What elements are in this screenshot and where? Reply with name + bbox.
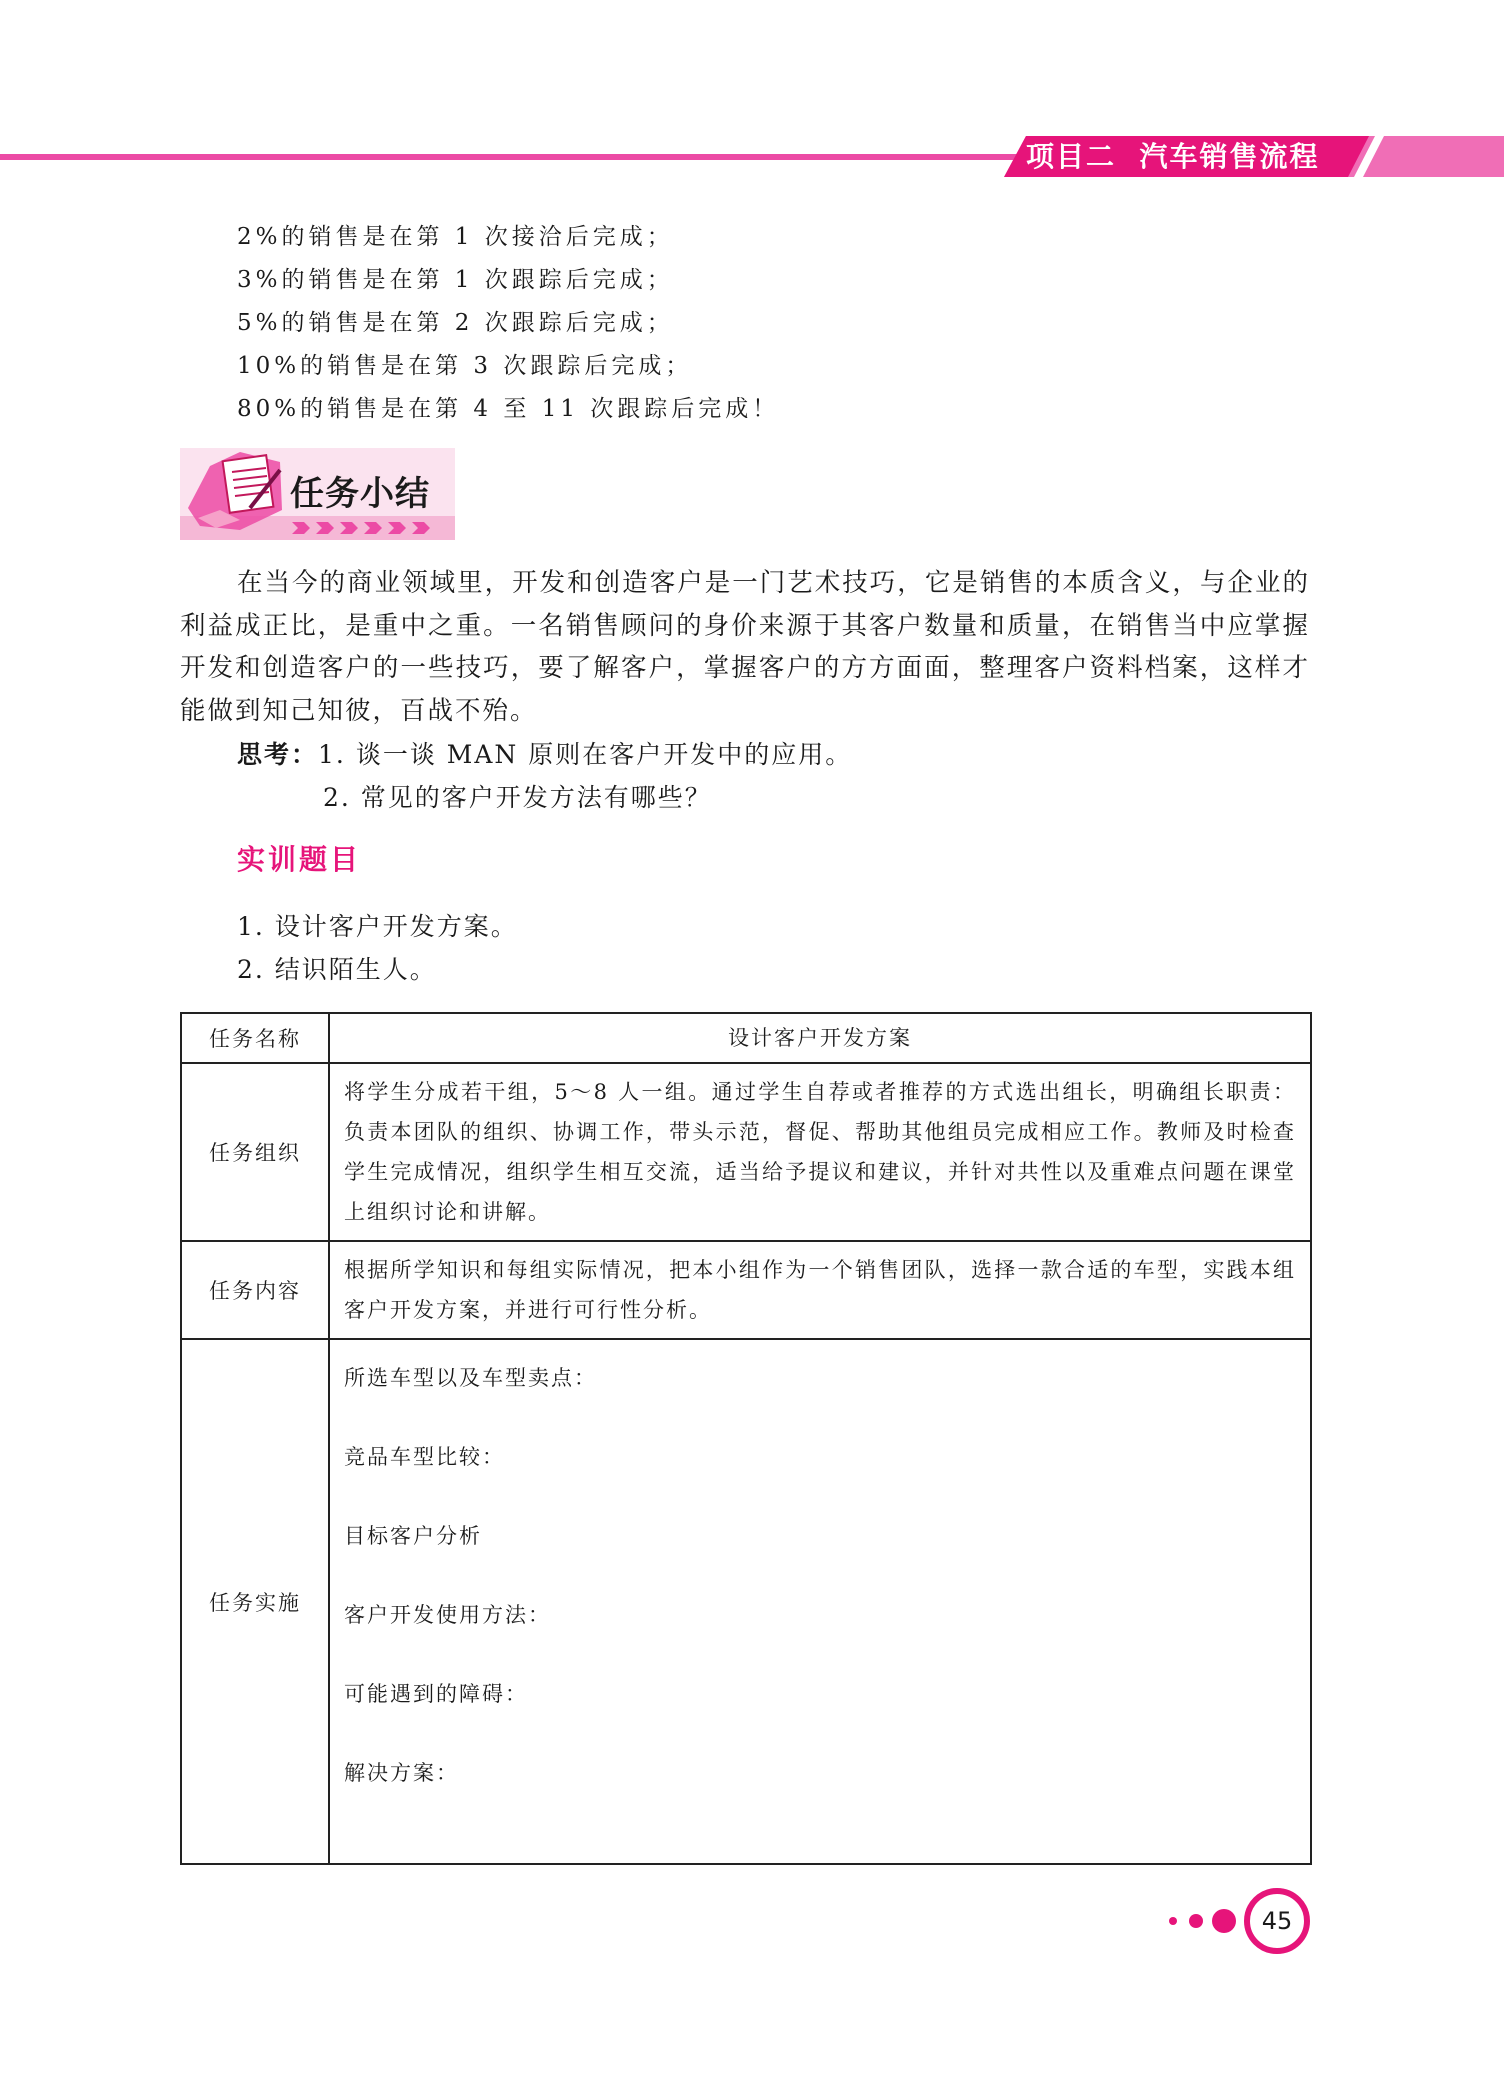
table-row: [181, 1241, 1311, 1339]
section-title: 任务小结: [290, 474, 430, 514]
row-label: 任务实施: [181, 1339, 329, 1864]
summary-paragraph: 在当今的商业领域里，开发和创造客户是一门艺术技巧，它是销售的本质含义，与企业的利益成正比，是重中之重。一名销售顾问的身价来源于其客户数量和质量，在销售当中应掌握开发和创造客户的一些技巧，要了解客户，掌握客户的方方面面，整理客户资料档案，这样才能做到知己知彼，百战不殆。: [180, 568, 1310, 726]
think-question-2: [237, 776, 1237, 819]
dot-icon: [1212, 1909, 1236, 1933]
row-label: 任务组织: [181, 1063, 329, 1241]
sales-stats-list: [237, 216, 1137, 431]
implementation-item: 竞品车型比较：: [344, 1445, 505, 1469]
row-label: 任务名称: [181, 1013, 329, 1063]
practical-list: [237, 905, 518, 991]
implementation-item: 目标客户分析: [344, 1524, 482, 1548]
implementation-item: 可能遇到的障碍：: [344, 1682, 528, 1706]
chapter-title: 项目二 汽车销售流程: [1026, 140, 1320, 173]
page-number: 45: [1261, 1907, 1293, 1935]
row-label: 任务内容: [181, 1241, 329, 1339]
think-question-text: 2. 常见的客户开发方法有哪些？: [323, 783, 712, 812]
think-questions: [237, 733, 1237, 819]
row-content: 根据所学知识和每组实际情况，把本小组作为一个销售团队，选择一款合适的车型，实践本组客户开发方案，并进行可行性分析。: [329, 1241, 1311, 1339]
think-question-1: [237, 733, 1237, 776]
table-row: [181, 1339, 1311, 1864]
task-table: [180, 1012, 1312, 1865]
table-row: [181, 1013, 1311, 1063]
stat-line: 2%的销售是在第 1 次接洽后完成；: [237, 224, 674, 250]
stat-line: 5%的销售是在第 2 次跟踪后完成；: [237, 310, 674, 336]
implementation-item: 所选车型以及车型卖点：: [344, 1366, 597, 1390]
implementation-item: 客户开发使用方法：: [344, 1603, 551, 1627]
implementation-item: 解决方案：: [344, 1761, 459, 1785]
think-question-text: 1. 谈一谈 MAN 原则在客户开发中的应用。: [318, 740, 853, 769]
implementation-items: [344, 1348, 1296, 1832]
row-content: 设计客户开发方案: [329, 1013, 1311, 1063]
stat-line: 10%的销售是在第 3 次跟踪后完成；: [237, 353, 693, 379]
table-row: [181, 1063, 1311, 1241]
stat-line: 3%的销售是在第 1 次跟踪后完成；: [237, 267, 674, 293]
row-content: 将学生分成若干组，5～8 人一组。通过学生自荐或者推荐的方式选出组长，明确组长职责：负责本团队的组织、协调工作，带头示范，督促、帮助其他组员完成相应工作。教师及时检查学生完成情况，组织学生相互交流，适当给予提议和建议，并针对共性以及重难点问题在课堂上组织讨论和讲解。: [329, 1063, 1311, 1241]
dot-icon: [1169, 1917, 1177, 1925]
list-item: 1. 设计客户开发方案。: [237, 912, 518, 941]
think-label: 思考：: [237, 740, 319, 769]
dot-icon: [1189, 1914, 1203, 1928]
practical-heading: 实训题目: [237, 843, 362, 876]
stat-line: 80%的销售是在第 4 至 11 次跟踪后完成！: [237, 396, 780, 422]
implementation-content: [329, 1339, 1311, 1864]
list-item: 2. 结识陌生人。: [237, 955, 437, 984]
